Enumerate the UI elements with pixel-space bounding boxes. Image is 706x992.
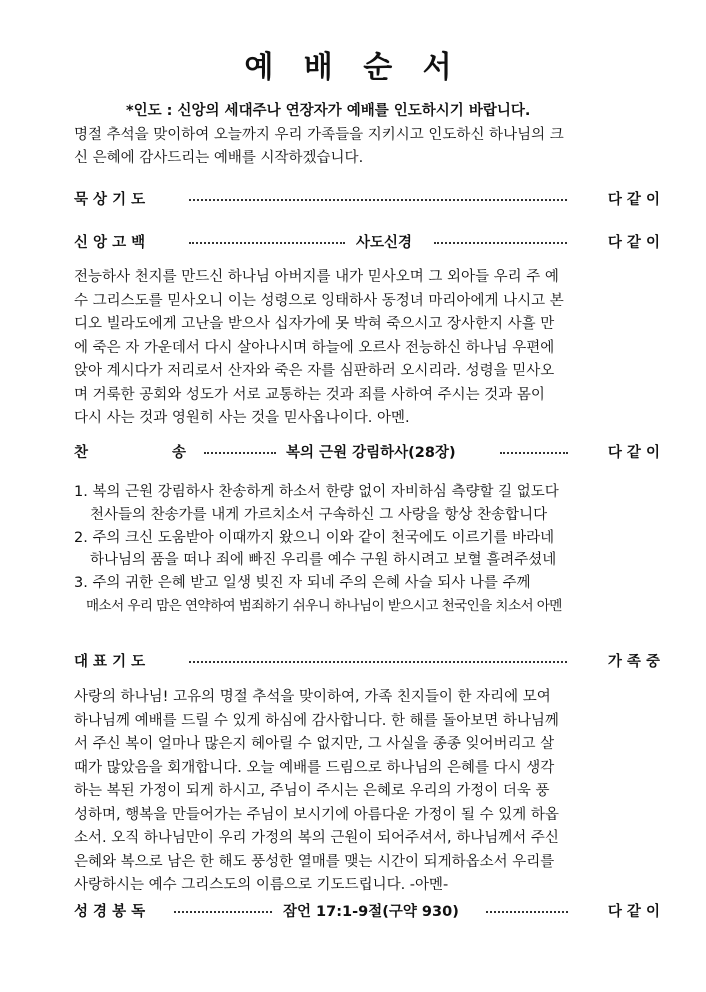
leader-dots [189,199,567,201]
prayer-line: 사랑하시는 예수 그리스도의 이름으로 기도드립니다. -아멘- [74,877,449,893]
hymn-heading [74,441,660,465]
creed-name: 사도신경 [356,235,413,251]
hymn-verse-line: 하나님의 품을 떠나 죄에 빠진 우리를 예수 구원 하시려고 보혈 흘려주셨네 [90,552,557,569]
leader-dots [204,452,276,454]
hymn-title: 복의 근원 강림하사(28장) [286,445,456,461]
prayer-line: 하는 복된 가정이 되게 하시고, 주님이 주시는 은혜로 우리의 가정이 더욱 풍 [74,783,550,799]
hymn-leader: 다 같 이 [607,445,660,461]
prayer-line: 성하며, 행복을 만들어가는 주님이 보시기에 아름다운 가정이 될 수 있게 하옵 [74,806,559,823]
scripture-leader: 다 같 이 [607,904,660,920]
creed-line: 수 그리스도를 믿사오니 이는 성령으로 잉태하사 동정녀 마리아에게 나시고 본 [74,292,564,309]
creed-line: 전능하사 천지를 만드신 하나님 아버지를 내가 믿사오며 그 외아들 우리 주 예 [74,269,559,285]
scripture-heading [74,900,660,924]
prayer-line: 사랑의 하나님! 고유의 명절 추석을 맞이하여, 가족 친지들이 한 자리에 모여 [74,689,551,705]
creed-leader: 다 같 이 [607,235,660,251]
creed-line: 디오 빌라도에게 고난을 받으사 십자가에 못 박혀 죽으시고 장사한지 사흘 만 [74,316,555,332]
creed-text [74,266,658,431]
rep-prayer-label: 대 표 기 도 [74,654,146,670]
prayer-line: 은혜와 복으로 남은 한 해도 풍성한 열매를 맺는 시간이 되게하옵소서 우리를 [74,853,555,870]
silent-prayer-leader: 다 같 이 [607,192,660,208]
creed-label: 신 앙 고 백 [74,235,146,251]
silent-prayer-heading [74,188,660,212]
leader-dots [486,911,568,913]
hymn-label-first: 찬 [74,445,89,461]
prayer-text [74,686,658,898]
prayer-line: 때가 많았음을 회개합니다. 오늘 예배를 드림으로 하나님의 은혜를 다시 생각 [74,759,555,776]
rep-prayer-heading [74,650,660,674]
leader-dots [174,911,272,913]
hymn-verse-line: 천사들의 찬송가를 내게 가르치소서 구속하신 그 사랑을 항상 찬송합니다 [90,506,548,523]
hymn-verse-line: 1. 복의 근원 강림하사 찬송하게 하소서 한량 없이 자비하심 측량할 길 없도다 [74,484,559,500]
leader-dots [189,661,567,663]
creed-line: 며 거룩한 공회와 성도가 서로 교통하는 것과 죄를 사하여 주시는 것과 몸이 [74,386,545,403]
intro-instruction: *인도 : 신앙의 세대주나 연장자가 예배를 인도하시기 바랍니다. [126,103,531,119]
leader-dots [189,242,345,244]
hymn-verse-line: 매소서 우리 맘은 연약하여 범죄하기 쉬우니 하나님이 받으시고 천국인을 치소서 아멘 [86,597,562,614]
intro-section [74,100,658,171]
hymn-verse-line: 2. 주의 크신 도움받아 이때까지 왔으니 이와 같이 천국에도 이르기를 바라네 [74,529,555,546]
creed-line: 다시 사는 것과 영원히 사는 것을 믿사옵나이다. 아멘. [74,410,410,426]
hymn-label-second: 송 [172,445,187,461]
hymn-verse-line: 3. 주의 귀한 은혜 받고 일생 빚진 자 되네 주의 은혜 사슬 되사 나를 주께 [74,575,531,592]
scripture-label: 성 경 봉 독 [74,904,146,920]
prayer-line: 소서. 오직 하나님만이 우리 가정의 복의 근원이 되어주셔서, 하나님께서 주신 [74,830,559,846]
leader-dots [434,242,567,244]
rep-prayer-leader: 가 족 중 [607,654,660,670]
leader-dots [500,452,568,454]
intro-line: 명절 추석을 맞이하여 오늘까지 우리 가족들을 지키시고 인도하신 하나님의 크 [74,126,564,143]
silent-prayer-label: 묵 상 기 도 [74,192,146,208]
creed-line: 앉아 계시다가 저리로서 산자와 죽은 자를 심판하러 오시리라. 성령을 믿사오 [74,363,555,379]
intro-line: 신 은혜에 감사드리는 예배를 시작하겠습니다. [74,150,364,166]
prayer-line: 서 주신 복이 얼마나 많은지 헤아릴 수 없지만, 그 사실을 종종 잊어버리고 살 [74,736,555,752]
scripture-reference: 잠언 17:1-9절(구약 930) [283,904,459,920]
hymn-lyrics [74,481,664,618]
creed-line: 에 죽은 자 가운데서 다시 살아나시며 하늘에 오르사 전능하신 하나님 우편에 [74,339,555,356]
page-title: 예 배 순 서 [244,50,462,85]
prayer-line: 하나님께 예배를 드릴 수 있게 하심에 감사합니다. 한 해를 돌아보면 하나님께 [74,712,559,729]
creed-heading [74,231,660,255]
